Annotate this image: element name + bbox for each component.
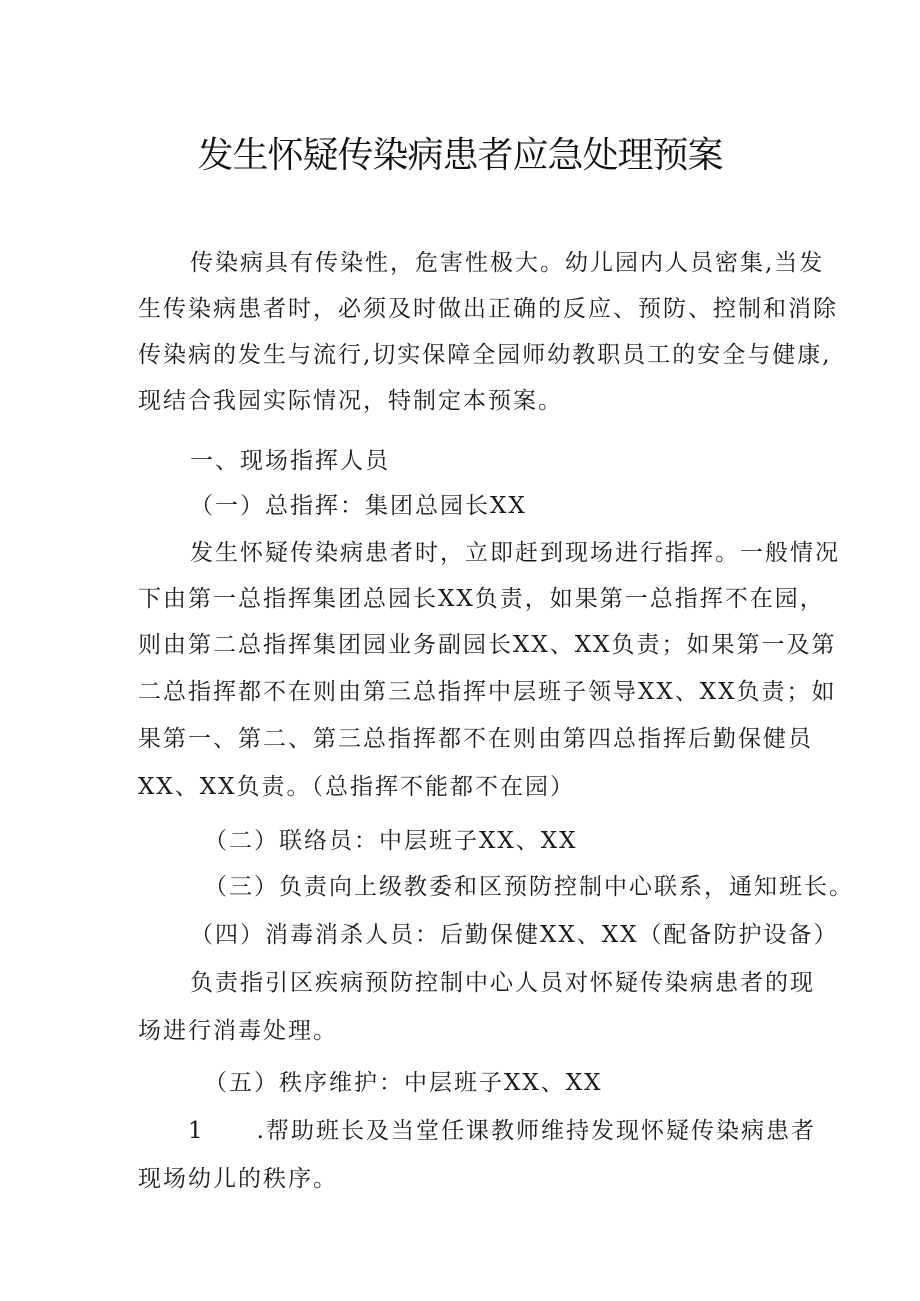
intro-line-3: 传染病的发生与流行,切实保障全园师幼教职员工的安全与健康, (138, 342, 832, 368)
item-1-body-line-4: 二总指挥都不在则由第三总指挥中层班子领导XX、XX负责；如 (138, 679, 837, 705)
intro-line-1: 传染病具有传染性，危害性极大。幼儿园内人员密集,当发 (190, 250, 825, 276)
item-4-body-line-2: 场进行消毒处理。 (138, 1018, 338, 1044)
section-heading-1: 一、现场指挥人员 (190, 448, 390, 474)
item-1-body-line-5: 果第一、第二、第三总指挥都不在则由第四总指挥后勤保健员 (138, 726, 813, 752)
item-4: （四）消毒消杀人员：后勤保健XX、XX（配备防护设备） (190, 922, 839, 948)
item-5-point-1-text: .帮助班长及当堂任课教师维持发现怀疑传染病患者 (256, 1118, 816, 1144)
item-4-body-line-1: 负责指引区疾病预防控制中心人员对怀疑传染病患者的现 (190, 970, 815, 996)
item-5: （五）秩序维护：中层班子XX、XX (204, 1070, 603, 1096)
item-5-point-1-number: 1 (188, 1118, 205, 1144)
item-5-point-1 (188, 1116, 816, 1146)
intro-line-4: 现结合我园实际情况，特制定本预案。 (138, 388, 563, 414)
item-5-point-1-continuation: 现场幼儿的秩序。 (138, 1166, 338, 1192)
intro-line-2: 生传染病患者时，必须及时做出正确的反应、预防、控制和消除 (138, 296, 838, 322)
item-1-body-line-3: 则由第二总指挥集团园业务副园长XX、XX负责；如果第一及第 (138, 632, 837, 658)
item-2: （二）联络员：中层班子XX、XX (204, 828, 578, 854)
item-1-body-line-1: 发生怀疑传染病患者时，立即赶到现场进行指挥。一般情况 (190, 540, 840, 566)
item-1-heading: （一）总指挥：集团总园长XX (190, 493, 527, 519)
document-title: 发生怀疑传染病患者应急处理预案 (197, 135, 723, 176)
item-3: （三）负责向上级教委和区预防控制中心联系，通知班长。 (204, 874, 854, 900)
item-1-body-line-6: XX、XX负责。（总指挥不能都不在园） (138, 774, 575, 800)
item-1-body-line-2: 下由第一总指挥集团总园长XX负责，如果第一总指挥不在园， (138, 586, 825, 612)
